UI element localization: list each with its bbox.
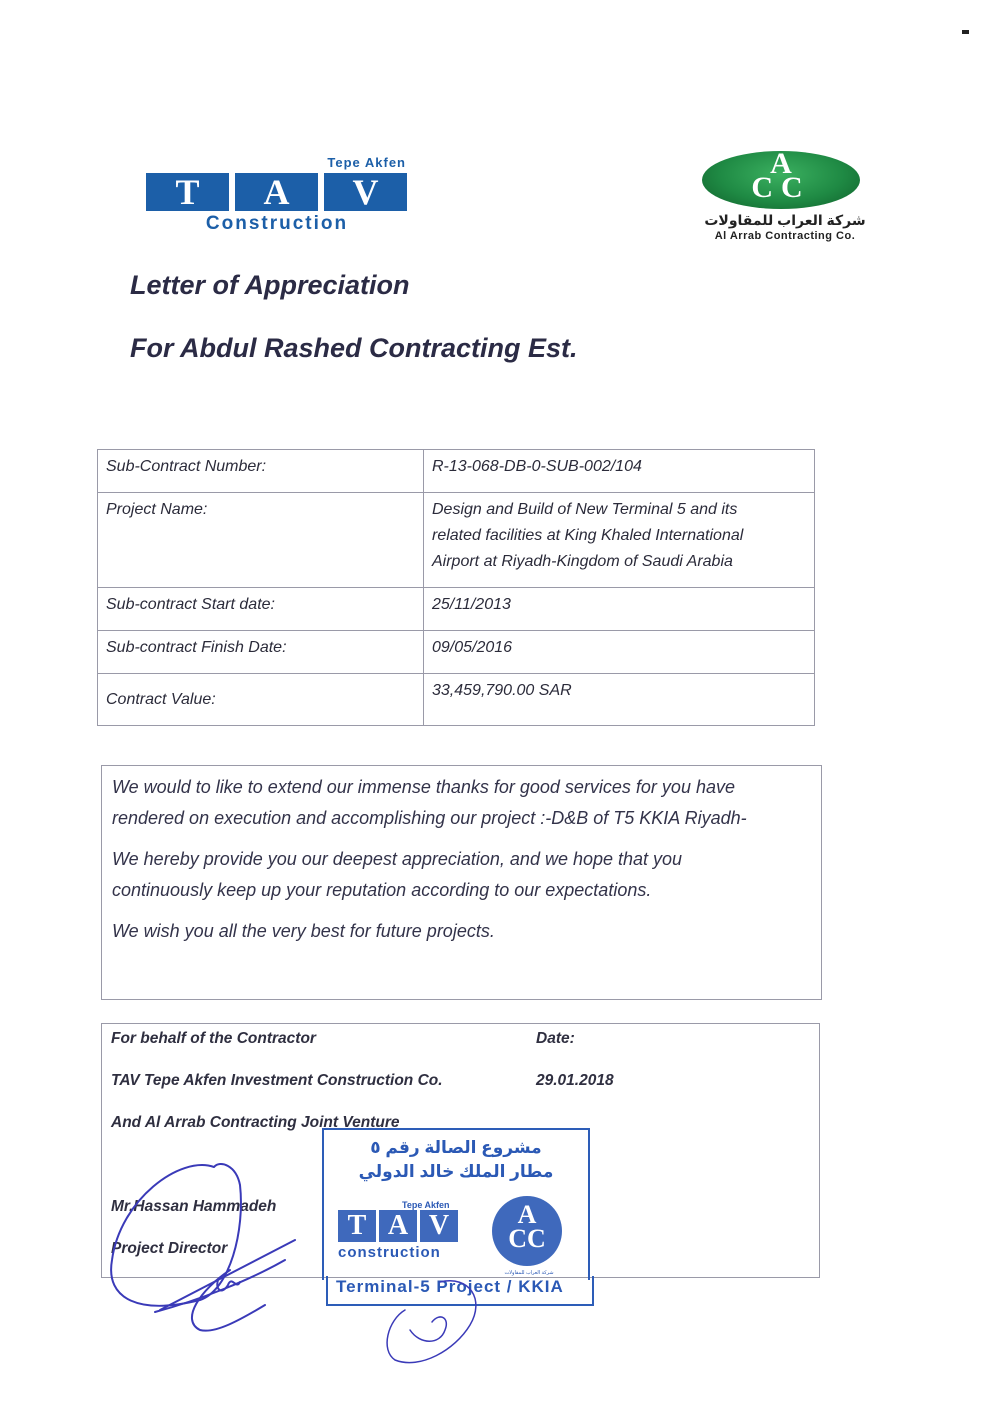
- tav-tagline: Tepe Akfen: [327, 155, 406, 170]
- stamp-tav-boxes: [338, 1210, 458, 1242]
- project-name-label: Project Name:: [98, 493, 424, 588]
- table-row: [98, 493, 815, 588]
- table-row: [98, 450, 815, 493]
- letter-title: Letter of Appreciation: [130, 270, 410, 300]
- start-date-value: 25/11/2013: [424, 588, 815, 631]
- stamp-tav-subtitle: construction: [338, 1244, 441, 1261]
- sub-contract-number-value: R-13-068-DB-0-SUB-002/104: [424, 450, 815, 493]
- on-behalf-label: For behalf of the Contractor: [111, 1030, 316, 1047]
- project-name-line: Design and Build of New Terminal 5 and its: [432, 501, 738, 518]
- project-name-value: [424, 493, 815, 588]
- tav-letter-boxes: [146, 173, 407, 211]
- tav-subtitle: Construction: [205, 213, 349, 234]
- al-arrab-logo: [672, 148, 900, 244]
- stamp-acc-caption: شركة العراب للمقاولات: [504, 1270, 554, 1276]
- message-paragraph-1: [112, 772, 811, 834]
- tav-construction-logo: [146, 155, 408, 235]
- message-line: We hereby provide you our deepest appreciation, and we hope that you: [112, 849, 683, 869]
- company-line-1: TAV Tepe Akfen Investment Construction Co.: [111, 1072, 443, 1089]
- signatory-title: Project Director: [111, 1240, 228, 1257]
- table-row: [98, 631, 815, 674]
- contract-value-value: 33,459,790.00 SAR: [424, 674, 815, 726]
- date-value: 29.01.2018: [536, 1072, 614, 1089]
- stamp-letter-a: A: [379, 1210, 417, 1242]
- table-row: [98, 588, 815, 631]
- acc-letters-cc: CC: [751, 171, 811, 204]
- tav-letter-a: A: [235, 173, 318, 211]
- stamp-project-line: Terminal-5 Project / KKIA: [336, 1277, 564, 1296]
- sub-contract-number-label: Sub-Contract Number:: [98, 450, 424, 493]
- acc-english-name: Al Arrab Contracting Co.: [714, 230, 856, 242]
- message-line: rendered on execution and accomplishing our project :-D&B of T5 KKIA Riyadh-: [112, 808, 747, 828]
- company-stamp: [322, 1128, 590, 1280]
- stamp-arabic-line-1: مشروع الصالة رقم ٥: [370, 1138, 542, 1157]
- message-paragraph-2: [112, 844, 811, 906]
- acc-letters: [702, 147, 860, 209]
- tav-letter-v: V: [324, 173, 407, 211]
- table-row: [98, 674, 815, 726]
- acc-letter-a: A: [770, 147, 792, 180]
- appreciation-message: [101, 765, 822, 1000]
- stamp-letter-t: T: [338, 1210, 376, 1242]
- start-date-label: Sub-contract Start date:: [98, 588, 424, 631]
- letter-recipient: For Abdul Rashed Contracting Est.: [130, 333, 578, 363]
- stamp-tav-tagline: Tepe Akfen: [402, 1200, 450, 1210]
- signatory-name: Mr.Hassan Hammadeh: [111, 1198, 277, 1215]
- message-paragraph-3: We wish you all the very best for future projects.: [112, 921, 495, 941]
- project-name-line: Airport at Riyadh-Kingdom of Saudi Arabia: [432, 553, 733, 570]
- company-line-2: And Al Arrab Contracting Joint Venture: [111, 1114, 400, 1131]
- date-label: Date:: [536, 1030, 575, 1047]
- finish-date-label: Sub-contract Finish Date:: [98, 631, 424, 674]
- contract-details-table: [97, 449, 815, 726]
- message-line: We would to like to extend our immense thanks for good services for you have: [112, 777, 735, 797]
- finish-date-value: 09/05/2016: [424, 631, 815, 674]
- contract-value-label: Contract Value:: [98, 674, 424, 726]
- stamp-letter-v: V: [420, 1210, 458, 1242]
- stamp-project-strip: [326, 1276, 594, 1306]
- tav-letter-t: T: [146, 173, 229, 211]
- project-name-line: related facilities at King Khaled International: [432, 527, 744, 544]
- message-line: continuously keep up your reputation according to our expectations.: [112, 880, 652, 900]
- stamp-acc-letter-a: A: [517, 1200, 537, 1229]
- acc-arabic-name: شركة العراب للمقاولات: [704, 212, 866, 228]
- scan-artifact: [962, 30, 969, 34]
- stamp-acc-emblem-icon: [492, 1196, 562, 1266]
- stamp-acc-letters-cc: CC: [508, 1224, 546, 1253]
- stamp-tav-logo: [338, 1200, 458, 1261]
- stamp-arabic-line-2: مطار الملك خالد الدولي: [358, 1162, 554, 1181]
